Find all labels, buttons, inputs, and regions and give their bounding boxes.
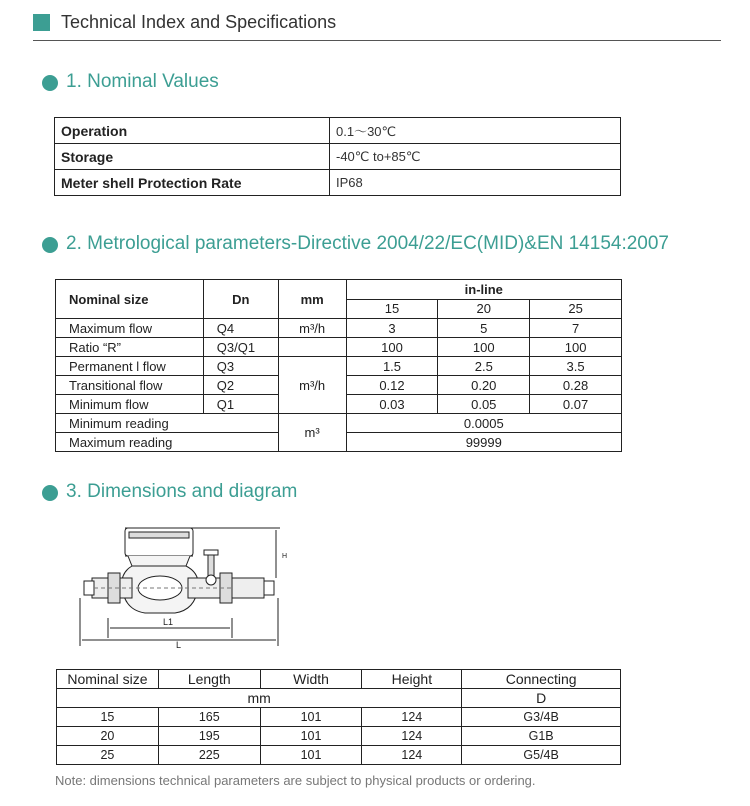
row-code: Q3/Q1 — [203, 338, 278, 357]
table-row — [55, 118, 621, 144]
row-label: Ratio “R” — [56, 338, 204, 357]
cell-value: 100 — [346, 338, 438, 357]
row-label: Maximum reading — [56, 433, 279, 452]
unit-cell: D — [462, 689, 621, 708]
header-mm: mm — [278, 280, 346, 319]
cell-value: 101 — [260, 708, 362, 727]
cell-value: G3/4B — [462, 708, 621, 727]
water-meter-diagram — [70, 518, 300, 648]
cell-value: 124 — [362, 746, 462, 765]
row-label: Transitional flow — [56, 376, 204, 395]
header-cell: Nominal size — [57, 670, 159, 689]
row-label: Maximum flow — [56, 319, 204, 338]
row-label: Minimum flow — [56, 395, 204, 414]
section-title: 2. Metrological parameters-Directive 2004/22/EC(MID)&EN 14154:2007 — [66, 233, 669, 254]
header-size: 25 — [530, 299, 622, 319]
cell-value: 99999 — [346, 433, 621, 452]
row-label: Storage — [55, 144, 330, 170]
footnote: Note: dimensions technical parameters are subject to physical products or ordering. — [55, 773, 536, 788]
row-unit: m³/h — [278, 319, 346, 338]
table-header-row — [57, 670, 621, 689]
section-title: 1. Nominal Values — [66, 71, 219, 92]
cell-value: 225 — [158, 746, 260, 765]
table-row — [55, 170, 621, 196]
unit-cell: mm — [57, 689, 462, 708]
cell-value: 100 — [530, 338, 622, 357]
row-value: IP68 — [330, 170, 621, 196]
cell-value: 0.05 — [438, 395, 530, 414]
row-unit: m³ — [278, 414, 346, 452]
cell-value: 2.5 — [438, 357, 530, 376]
cell-value: 7 — [530, 319, 622, 338]
table-header-row — [56, 280, 622, 300]
page-header — [33, 12, 721, 41]
table-row — [56, 357, 622, 376]
cell-value: 100 — [438, 338, 530, 357]
cell-value: 0.03 — [346, 395, 438, 414]
cell-value: 0.12 — [346, 376, 438, 395]
bullet-icon — [42, 237, 58, 253]
bullet-icon — [42, 75, 58, 91]
row-label: Minimum reading — [56, 414, 279, 433]
table-row — [57, 746, 621, 765]
row-code: Q1 — [203, 395, 278, 414]
row-label: Meter shell Protection Rate — [55, 170, 330, 196]
header-cell: Height — [362, 670, 462, 689]
dimension-label-l1: L1 — [163, 617, 174, 627]
header-in-line: in-line — [346, 280, 621, 300]
cell-value: 1.5 — [346, 357, 438, 376]
header-cell: Length — [158, 670, 260, 689]
cell-value: 101 — [260, 727, 362, 746]
header-nominal-size: Nominal size — [56, 280, 204, 319]
dimensions-table — [56, 669, 621, 765]
table-row — [56, 414, 622, 433]
header-size: 15 — [346, 299, 438, 319]
table-row — [56, 319, 622, 338]
row-unit: m³/h — [278, 357, 346, 414]
header-square-icon — [33, 14, 50, 31]
row-value: 0.1～30℃ — [330, 118, 621, 144]
cell-value: 124 — [362, 708, 462, 727]
table-row — [57, 708, 621, 727]
nominal-values-table — [54, 117, 621, 196]
row-unit — [278, 338, 346, 357]
row-code: Q4 — [203, 319, 278, 338]
row-code: Q2 — [203, 376, 278, 395]
cell-value: 15 — [57, 708, 159, 727]
cell-value: G5/4B — [462, 746, 621, 765]
cell-value: 0.28 — [530, 376, 622, 395]
cell-value: G1B — [462, 727, 621, 746]
cell-value: 124 — [362, 727, 462, 746]
cell-value: 25 — [57, 746, 159, 765]
cell-value: 195 — [158, 727, 260, 746]
dimension-label-h: H — [282, 553, 288, 560]
header-size: 20 — [438, 299, 530, 319]
table-row — [57, 727, 621, 746]
header-cell: Connecting — [462, 670, 621, 689]
cell-value: 3.5 — [530, 357, 622, 376]
metrological-table — [55, 279, 622, 452]
dimension-label-l: L — [176, 640, 182, 648]
header-cell: Width — [260, 670, 362, 689]
row-code: Q3 — [203, 357, 278, 376]
row-label: Operation — [55, 118, 330, 144]
bullet-icon — [42, 485, 58, 501]
row-label: Permanent l flow — [56, 357, 204, 376]
table-unit-row — [57, 689, 621, 708]
cell-value: 20 — [57, 727, 159, 746]
table-row — [56, 338, 622, 357]
cell-value: 5 — [438, 319, 530, 338]
cell-value: 0.0005 — [346, 414, 621, 433]
cell-value: 0.07 — [530, 395, 622, 414]
cell-value: 0.20 — [438, 376, 530, 395]
row-value: -40℃ to+85℃ — [330, 144, 621, 170]
table-row — [55, 144, 621, 170]
cell-value: 3 — [346, 319, 438, 338]
section-title: 3. Dimensions and diagram — [66, 481, 298, 502]
header-dn: Dn — [203, 280, 278, 319]
cell-value: 165 — [158, 708, 260, 727]
page-title: Technical Index and Specifications — [61, 12, 337, 32]
cell-value: 101 — [260, 746, 362, 765]
